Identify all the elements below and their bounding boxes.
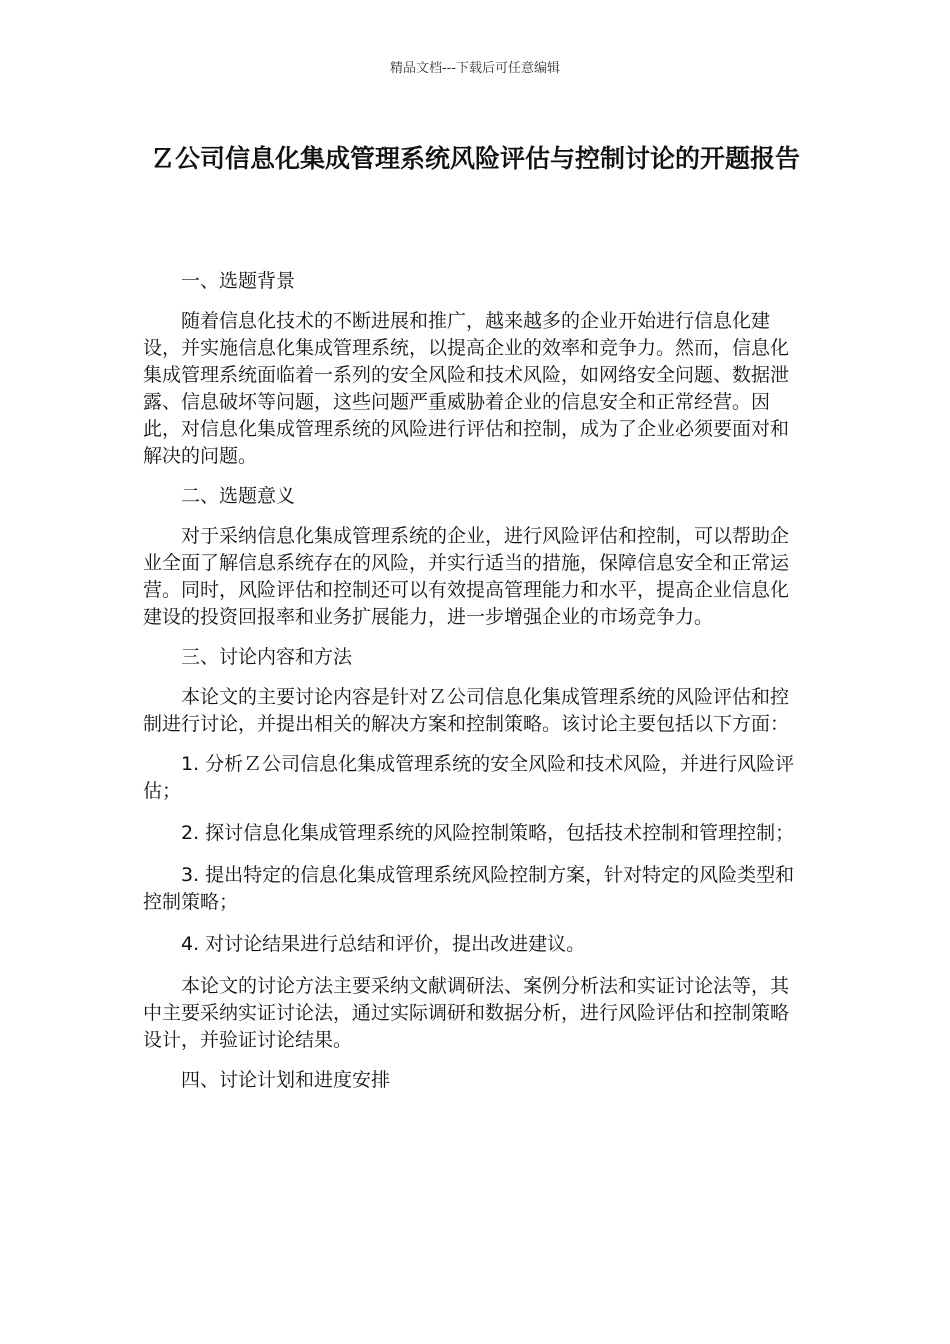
document-title: Ｚ公司信息化集成管理系统风险评估与控制讨论的开题报告 bbox=[149, 144, 800, 173]
paragraph-method: 本论文的讨论方法主要采纳文献调研法、案例分析法和实证讨论法等，其中主要采纳实证讨论法，通过实际调研和数据分析，进行风险评估和控制策略设计，并验证讨论结果。 bbox=[143, 975, 790, 1051]
section-heading-significance: 二、选题意义 bbox=[181, 485, 296, 507]
paragraph-background: 随着信息化技术的不断进展和推广，越来越多的企业开始进行信息化建设，并实施信息化集成管理系统，以提高企业的效率和竞争力。然而，信息化集成管理系统面临着一系列的安全风险和技术风险，如网络安全问题、数据泄露、信息破坏等问题，这些问题严重威胁着企业的信息安全和正常经营。因此，对信息化集成管理系统的风险进行评估和控制，成为了企业必须要面对和解决的问题。 bbox=[143, 310, 790, 467]
section-heading-plan: 四、讨论计划和进度安排 bbox=[181, 1069, 391, 1091]
paragraph-significance: 对于采纳信息化集成管理系统的企业，进行风险评估和控制，可以帮助企业全面了解信息系统存在的风险，并实行适当的措施，保障信息安全和正常运营。同时，风险评估和控制还可以有效提高管理能力和水平，提高企业信息化建设的投资回报率和业务扩展能力，进一步增强企业的市场竞争力。 bbox=[143, 525, 790, 628]
document-body bbox=[143, 268, 801, 1107]
list-item-2: 2. 探讨信息化集成管理系统的风险控制策略，包括技术控制和管理控制； bbox=[181, 822, 795, 844]
list-item-4: 4. 对讨论结果进行总结和评价，提出改进建议。 bbox=[181, 933, 586, 955]
paragraph-content-intro: 本论文的主要讨论内容是针对Ｚ公司信息化集成管理系统的风险评估和控制进行讨论，并提出相关的解决方案和控制策略。该讨论主要包括以下方面： bbox=[143, 686, 790, 735]
list-item-3: 3. 提出特定的信息化集成管理系统风险控制方案，针对特定的风险类型和控制策略； bbox=[143, 864, 795, 913]
section-heading-background: 一、选题背景 bbox=[181, 270, 296, 292]
section-heading-content-method: 三、讨论内容和方法 bbox=[181, 646, 353, 668]
list-item-1: 1. 分析Ｚ公司信息化集成管理系统的安全风险和技术风险，并进行风险评估； bbox=[143, 753, 795, 802]
header-note: 精品文档---下载后可任意编辑 bbox=[389, 61, 561, 76]
